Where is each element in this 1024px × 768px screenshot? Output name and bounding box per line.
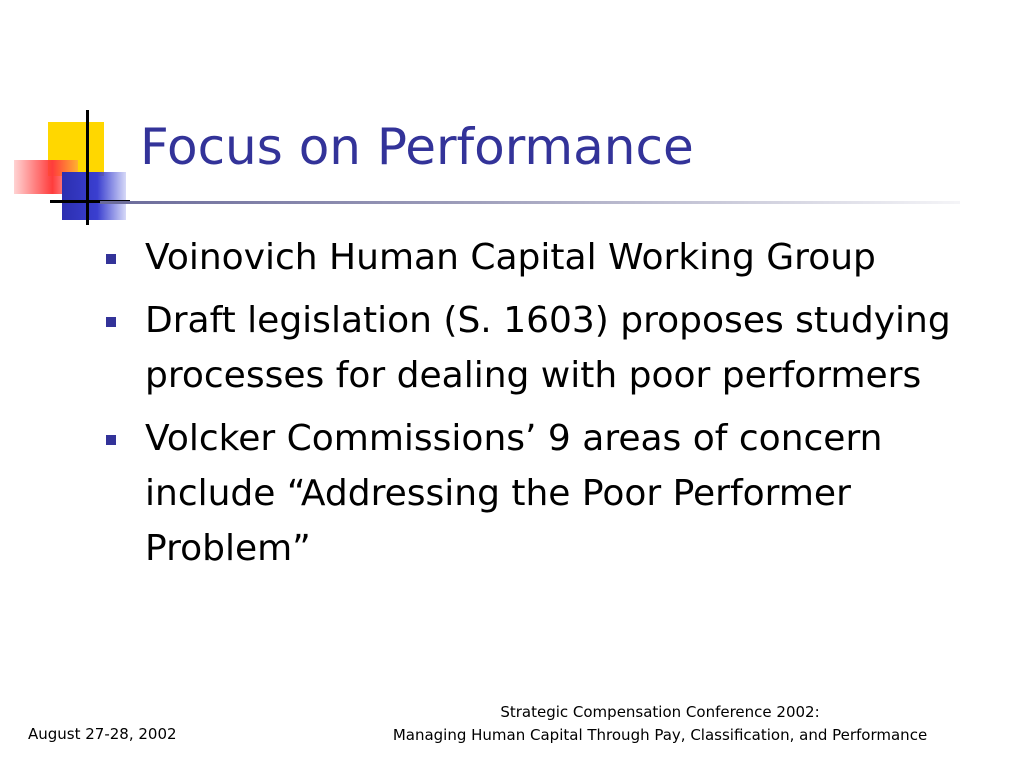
square-bullet-icon [106,254,116,264]
square-bullet-icon [106,317,116,327]
decorative-squares-logo [0,0,150,240]
slide-title: Focus on Performance [140,118,694,176]
vertical-line [86,110,89,225]
bullet-item [104,230,984,285]
footer-conference [340,701,980,747]
bullet-item [104,411,984,576]
title-underline [100,201,960,204]
bullet-list [104,230,984,584]
footer-conference-line1: Strategic Compensation Conference 2002: [500,703,820,721]
footer-conference-line2: Managing Human Capital Through Pay, Classification, and Performance [392,726,928,744]
bullet-text: Volcker Commissions’ 9 areas of concern include “Addressing the Poor Performer Problem” [145,418,883,569]
bullet-text: Voinovich Human Capital Working Group [145,237,876,278]
footer-date: August 27-28, 2002 [28,725,177,743]
bullet-item [104,293,984,403]
bullet-text: Draft legislation (S. 1603) proposes studying processes for dealing with poor performers [145,300,951,396]
blue-square [62,172,126,220]
square-bullet-icon [106,435,116,445]
